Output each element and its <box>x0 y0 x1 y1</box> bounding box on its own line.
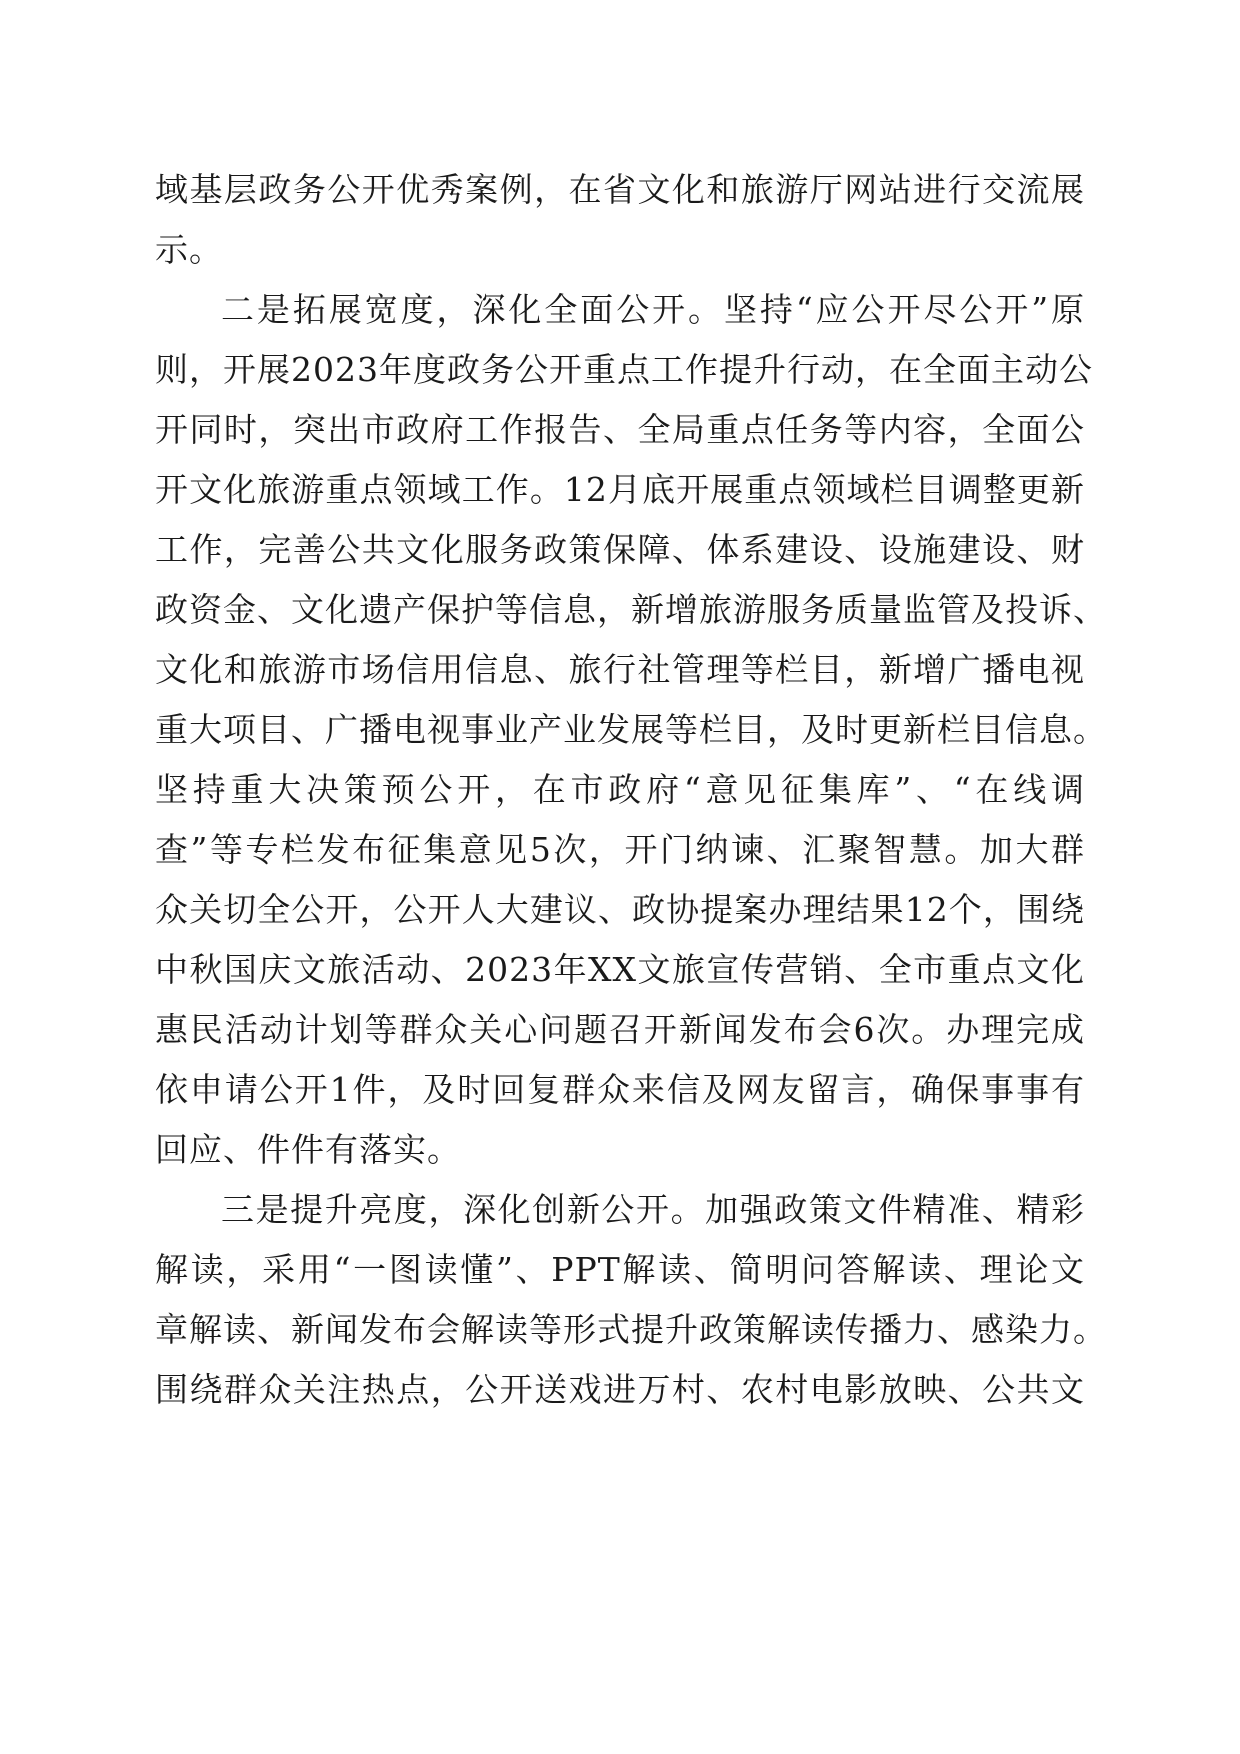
text-line-19: 解读，采用“一图读懂”、PPT解读、简明问答解读、理论文 <box>155 1250 1085 1289</box>
text-line-13: 众关切全公开，公开人大建议、政协提案办理结果12个，围绕 <box>155 890 1085 929</box>
text-line-4: 则，开展2023年度政务公开重点工作提升行动，在全面主动公 <box>155 350 1093 389</box>
text-line-7: 工作，完善公共文化服务政策保障、体系建设、设施建设、财 <box>155 530 1085 569</box>
text-line-11: 坚持重大决策预公开，在市政府“意见征集库”、“在线调 <box>155 770 1085 809</box>
text-line-9: 文化和旅游市场信用信息、旅行社管理等栏目，新增广播电视 <box>155 650 1085 689</box>
text-line-16: 依申请公开1件，及时回复群众来信及网友留言，确保事事有 <box>155 1070 1085 1109</box>
text-line-10: 重大项目、广播电视事业产业发展等栏目，及时更新栏目信息。 <box>155 710 1107 749</box>
text-line-17: 回应、件件有落实。 <box>155 1130 461 1169</box>
text-line-14: 中秋国庆文旅活动、2023年XX文旅宣传营销、全市重点文化 <box>155 950 1085 989</box>
paragraph-2-first-line: 二是拓展宽度，深化全面公开。坚持“应公开尽公开”原 <box>221 290 1085 329</box>
text-line-5: 开同时，突出市政府工作报告、全局重点任务等内容，全面公 <box>155 410 1085 449</box>
text-line-21: 围绕群众关注热点，公开送戏进万村、农村电影放映、公共文 <box>155 1370 1085 1409</box>
text-line-20: 章解读、新闻发布会解读等形式提升政策解读传播力、感染力。 <box>155 1310 1107 1349</box>
paragraph-3-first-line: 三是提升亮度，深化创新公开。加强政策文件精准、精彩 <box>221 1190 1085 1229</box>
text-line-6: 开文化旅游重点领域工作。12月底开展重点领域栏目调整更新 <box>155 470 1085 509</box>
text-line-1: 域基层政务公开优秀案例，在省文化和旅游厅网站进行交流展 <box>155 170 1085 209</box>
text-line-15: 惠民活动计划等群众关心问题召开新闻发布会6次。办理完成 <box>155 1010 1085 1049</box>
text-line-12: 查”等专栏发布征集意见5次，开门纳谏、汇聚智慧。加大群 <box>155 830 1085 869</box>
text-line-2: 示。 <box>155 230 223 269</box>
text-line-8: 政资金、文化遗产保护等信息，新增旅游服务质量监管及投诉、 <box>155 590 1107 629</box>
